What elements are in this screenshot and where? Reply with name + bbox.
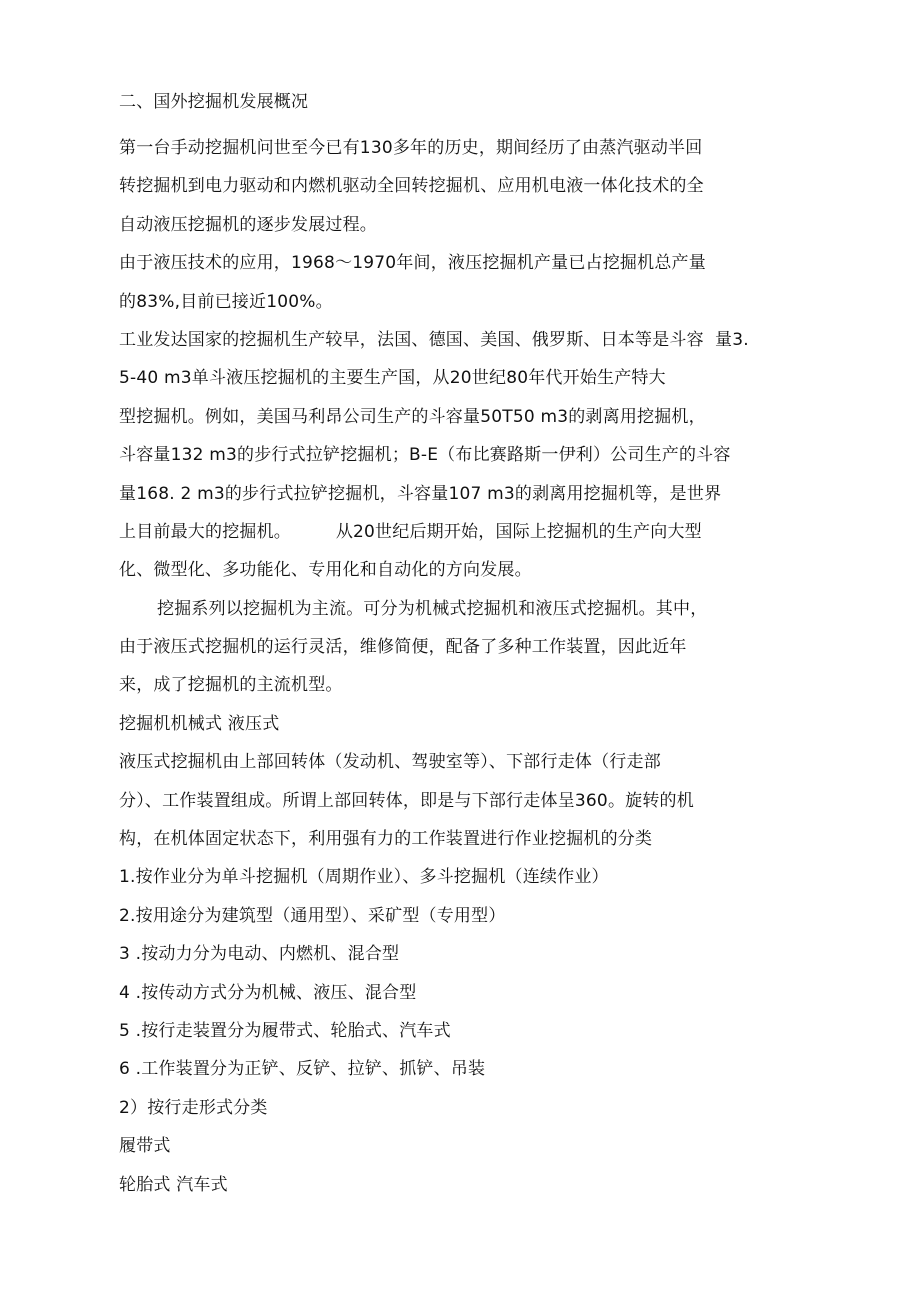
paragraph-line: 挖掘机机械式 液压式 <box>119 713 280 734</box>
paragraph-line: 来，成了挖掘机的主流机型。 <box>119 675 343 696</box>
paragraph-line: 构，在机体固定状态下，利用强有力的工作装置进行作业挖掘机的分类 <box>119 829 653 850</box>
sub-heading: 2）按行走形式分类 <box>119 1097 268 1118</box>
list-item: 1.按作业分为单斗挖掘机（周期作业）、多斗挖掘机（连续作业） <box>119 867 609 888</box>
paragraph-line: 轮胎式 汽车式 <box>119 1174 228 1195</box>
paragraph-line: 挖掘系列以挖掘机为主流。可分为机械式挖掘机和液压式挖掘机。其中， <box>157 598 708 619</box>
list-item: 6 .工作装置分为正铲、反铲、拉铲、抓铲、吊装 <box>119 1059 486 1080</box>
paragraph-line: 的83%,目前已接近100%。 <box>119 291 333 312</box>
paragraph-line: 第一台手动挖掘机问世至今已有130多年的历史，期间经历了由蒸汽驱动半回 <box>119 138 703 158</box>
paragraph-line: 液压式挖掘机由上部回转体（发动机、驾驶室等）、下部行走体（行走部 <box>119 752 661 773</box>
paragraph-line: 工业发达国家的挖掘机生产较早，法国、德国、美国、俄罗斯、日本等是斗容 量3. <box>119 329 749 350</box>
paragraph-line: 量168. 2 m3的步行式拉铲挖掘机，斗容量107 m3的剥离用挖掘机等，是世界 <box>119 483 722 504</box>
list-item: 3 .按动力分为电动、内燃机、混合型 <box>119 944 400 965</box>
paragraph-line: 化、微型化、多功能化、专用化和自动化的方向发展。 <box>119 560 532 581</box>
paragraph-line: 转挖掘机到电力驱动和内燃机驱动全回转挖掘机、应用机电液一体化技术的全 <box>119 176 704 197</box>
paragraph-line: 斗容量132 m3的步行式拉铲挖掘机；B-E（布比赛路斯一伊利）公司生产的斗容 <box>119 445 731 466</box>
list-item: 4 .按传动方式分为机械、液压、混合型 <box>119 982 417 1003</box>
list-item: 2.按用途分为建筑型（通用型）、采矿型（专用型） <box>119 905 506 926</box>
paragraph-line: 自动液压挖掘机的逐步发展过程。 <box>119 214 377 235</box>
paragraph-line: 分）、工作装置组成。所谓上部回转体，即是与下部行走体呈360。旋转的机 <box>119 790 694 811</box>
paragraph-line: 由于液压技术的应用，1968～1970年间，液压挖掘机产量已占挖掘机总产量 <box>119 253 706 274</box>
paragraph-line: 由于液压式挖掘机的运行灵活，维修简便，配备了多种工作装置，因此近年 <box>119 637 687 658</box>
paragraph-line: 5-40 m3单斗液压挖掘机的主要生产国，从20世纪80年代开始生产特大 <box>119 368 666 389</box>
paragraph-line: 履带式 <box>119 1136 171 1157</box>
section-heading: 二、国外挖掘机发展概况 <box>119 92 309 112</box>
document-body <box>119 88 809 1209</box>
list-item: 5 .按行走装置分为履带式、轮胎式、汽车式 <box>119 1020 451 1041</box>
paragraph-line: 上目前最大的挖掘机。 从20世纪后期开始，国际上挖掘机的生产向大型 <box>119 521 702 542</box>
paragraph-line: 型挖掘机。例如，美国马利昂公司生产的斗容量50T50 m3的剥离用挖掘机， <box>119 406 706 427</box>
